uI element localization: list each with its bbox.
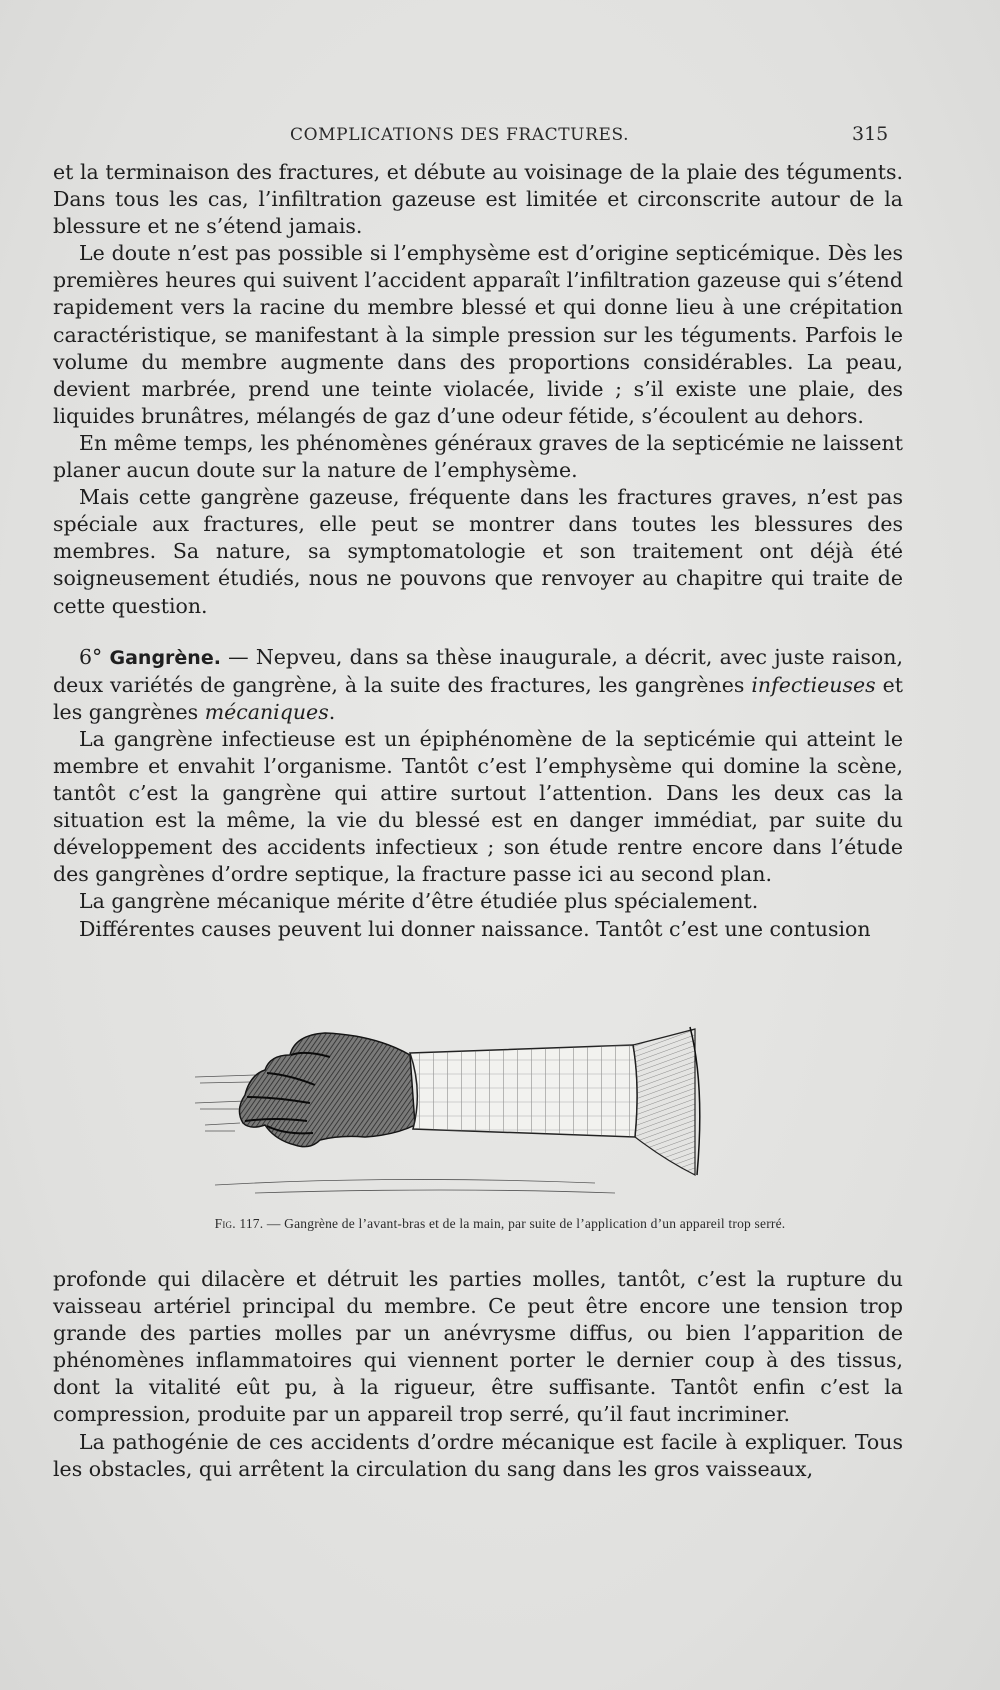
figure-label: Fig. 117. xyxy=(214,1216,264,1231)
figure-illustration xyxy=(195,1025,775,1205)
section-heading: Gangrène. xyxy=(109,646,221,669)
page-number: 315 xyxy=(852,123,889,145)
page-header xyxy=(0,125,1000,149)
gangrenous-arm-engraving xyxy=(195,1025,775,1205)
figure-caption xyxy=(0,1216,1000,1232)
paragraph: Mais cette gangrène gazeuse, fréquente dans les fractures graves, n’est pas spéciale aux fractures, elle peut se montrer dans toutes les blessures des membres. Sa nature, sa symptomatologie et son traitement ont déjà été soigneusement étudiés, nous ne pouvons que renvoyer au chapitre qui traite de cette question. xyxy=(53,485,903,618)
section-number: 6° xyxy=(79,644,103,669)
running-head: COMPLICATIONS DES FRACTURES. xyxy=(290,125,630,145)
italic-term: mécaniques xyxy=(204,699,329,724)
forearm-shape xyxy=(633,1029,695,1175)
paragraph: et la terminaison des fractures, et débute au voisinage de la plaie des téguments. Dans tous les cas, l’infiltration gazeuse est limitée et circonscrite autour de la blessure et ne s’étend jamais. xyxy=(53,160,903,239)
paragraph: La gangrène mécanique mérite d’être étudiée plus spécialement. xyxy=(79,889,759,914)
section-paragraph xyxy=(53,644,903,726)
paragraph: La pathogénie de ces accidents d’ordre mécanique est facile à expliquer. Tous les obstacles, qui arrêtent la circulation du sang dans les gros vaisseaux, xyxy=(53,1429,903,1481)
body-text-upper xyxy=(53,159,903,943)
paragraph: Différentes causes peuvent lui donner naissance. Tantôt c’est une contusion xyxy=(79,916,871,941)
paragraph: Le doute n’est pas possible si l’emphysème est d’origine septicémique. Dès les premières heures qui suivent l’accident apparaît l’infiltration gazeuse qui s’étend rapidement vers la racine du membre blessé et qui donne lieu à une crépitation caractéristique, se manifestant à la simple pression sur les téguments. Parfois le volume du membre augmente dans des proportions considérables. La peau, devient marbrée, prend une teinte violacée, livide ; s’il existe une plaie, des liquides brunâtres, mélangés de gaz d’une odeur fétide, s’écoulent au dehors. xyxy=(53,241,903,428)
text-run: et les gangrènes xyxy=(53,672,903,724)
body-text-lower xyxy=(53,1266,903,1483)
text-run: . xyxy=(328,699,336,724)
paragraph: La gangrène infectieuse est un épiphénomène de la septicémie qui atteint le membre et envahit l’organisme. Tantôt c’est l’emphysème qui domine la scène, tantôt c’est la gangrène qui attire surtout l’attention. Dans les deux cas la situation est la même, la vie du blessé est en danger immédiat, par suite du développement des accidents infectieux ; son étude rentre encore dans l’étude des gangrènes d’ordre septique, la fracture passe ici au second plan. xyxy=(53,726,903,887)
italic-term: infectieuses xyxy=(751,672,876,697)
paragraph: En même temps, les phénomènes généraux graves de la septicémie ne laissent planer aucun doute sur la nature de l’emphysème. xyxy=(53,430,903,483)
caption-text: — Gangrène de l’avant-bras et de la main, par suite de l’application d’un appareil trop serré. xyxy=(263,1216,786,1231)
text-run: — Nepveu, dans sa thèse inaugurale, a décrit, avec juste raison, deux variétés de gangrène, à la suite des fractures, les gangrènes xyxy=(53,644,903,697)
paragraph: profonde qui dilacère et détruit les parties molles, tantôt, c’est la rupture du vaisseau artériel principal du membre. Ce peut être encore une tension trop grande des parties molles par un anévrysme diffus, ou bien l’apparition de phénomènes inflammatoires qui viennent porter le dernier coup à des tissus, dont la vitalité eût pu, à la rigueur, être suffisante. Tantôt enfin c’est la compression, produite par un appareil trop serré, qu’il faut incriminer. xyxy=(53,1267,903,1427)
